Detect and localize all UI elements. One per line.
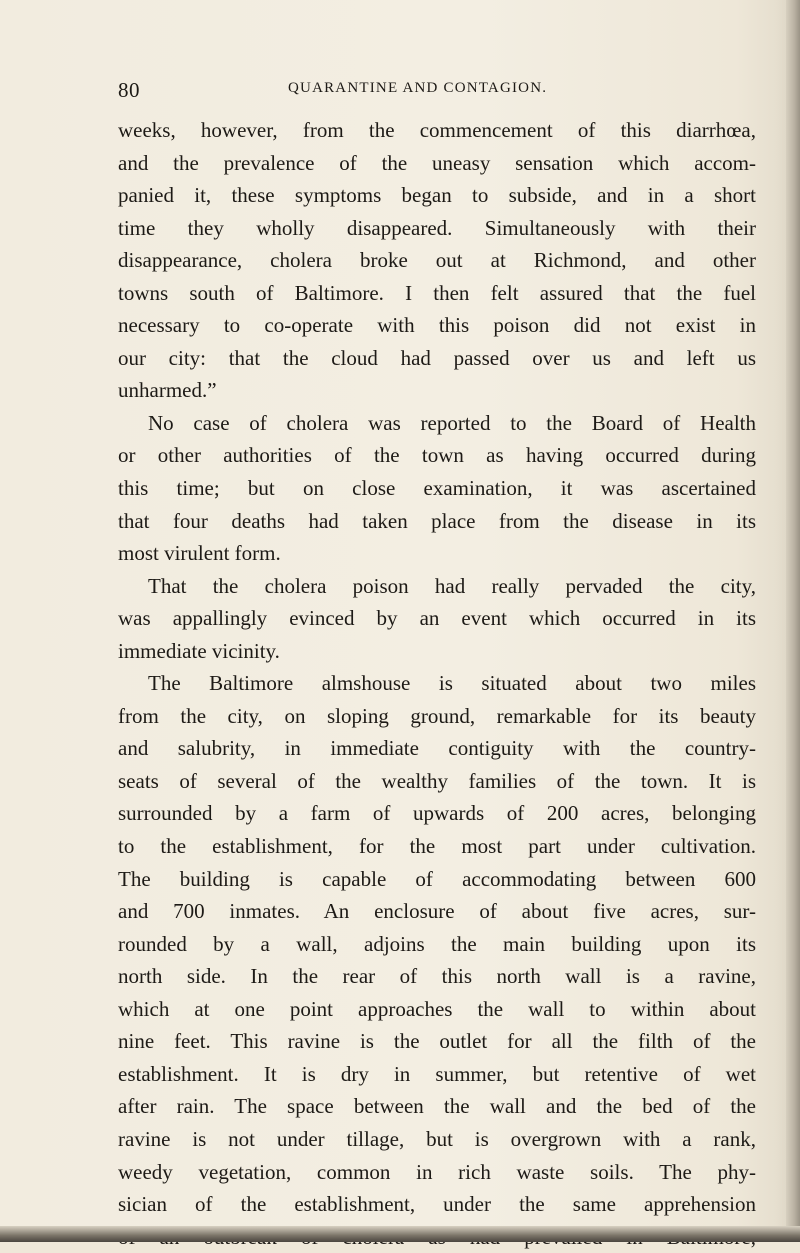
- text-line: necessary to co-operate with this poison did not exist in: [118, 313, 756, 338]
- page-edge-right: [786, 0, 800, 1242]
- text-line: establishment. It is dry in summer, but retentive of wet: [118, 1061, 756, 1086]
- text-line: this time; but on close examination, it was ascertained: [118, 476, 756, 501]
- text-line: The building is capable of accommodating between 600: [118, 866, 756, 891]
- text-line: after rain. The space between the wall and the bed of the: [118, 1094, 756, 1119]
- text-line: was appallingly evinced by an event which occurred in its: [118, 606, 756, 631]
- text-line: weedy vegetation, common in rich waste soils. The phy-: [118, 1159, 756, 1184]
- page-number: 80: [118, 78, 140, 102]
- text-line: That the cholera poison had really pervaded the city,: [148, 573, 756, 598]
- text-line: weeks, however, from the commencement of this diarrhœa,: [118, 118, 756, 142]
- text-line: rounded by a wall, adjoins the main building upon its: [118, 931, 756, 956]
- running-head: [118, 78, 758, 106]
- text-line: The Baltimore almshouse is situated about two miles: [148, 671, 756, 696]
- text-line: towns south of Baltimore. I then felt assured that the fuel: [118, 280, 756, 305]
- text-line: our city: that the cloud had passed over us and left us: [118, 345, 756, 370]
- text-line: seats of several of the wealthy families of the town. It is: [118, 768, 756, 793]
- text-line: panied it, these symptoms began to subside, and in a short: [118, 183, 756, 208]
- running-title: QUARANTINE AND CONTAGION.: [288, 80, 548, 96]
- text-line: disappearance, cholera broke out at Richmond, and other: [118, 248, 756, 273]
- text-line: ravine is not under tillage, but is overgrown with a rank,: [118, 1126, 756, 1151]
- text-line: nine feet. This ravine is the outlet for all the filth of the: [118, 1029, 756, 1054]
- text-line: unharmed.”: [118, 378, 217, 403]
- text-line: to the establishment, for the most part under cultivation.: [118, 834, 756, 859]
- text-line: or other authorities of the town as having occurred during: [118, 443, 756, 468]
- text-line: most virulent form.: [118, 541, 281, 566]
- body-text: [118, 114, 756, 1253]
- text-line: No case of cholera was reported to the Board of Health: [148, 410, 756, 435]
- text-line: time they wholly disappeared. Simultaneously with their: [118, 215, 756, 240]
- text-line: and the prevalence of the uneasy sensation which accom-: [118, 150, 756, 175]
- text-line: and salubrity, in immediate contiguity with the country-: [118, 736, 756, 761]
- text-line: and 700 inmates. An enclosure of about five acres, sur-: [118, 899, 756, 924]
- text-line: surrounded by a farm of upwards of 200 acres, belonging: [118, 801, 756, 826]
- text-line: which at one point approaches the wall to within about: [118, 996, 756, 1021]
- text-line: that four deaths had taken place from the disease in its: [118, 508, 756, 533]
- page-edge-bottom: [0, 1226, 800, 1242]
- text-line: immediate vicinity.: [118, 638, 280, 663]
- text-line: from the city, on sloping ground, remarkable for its beauty: [118, 703, 756, 728]
- text-line: sician of the establishment, under the same apprehension: [118, 1192, 756, 1217]
- text-line: north side. In the rear of this north wall is a ravine,: [118, 964, 756, 989]
